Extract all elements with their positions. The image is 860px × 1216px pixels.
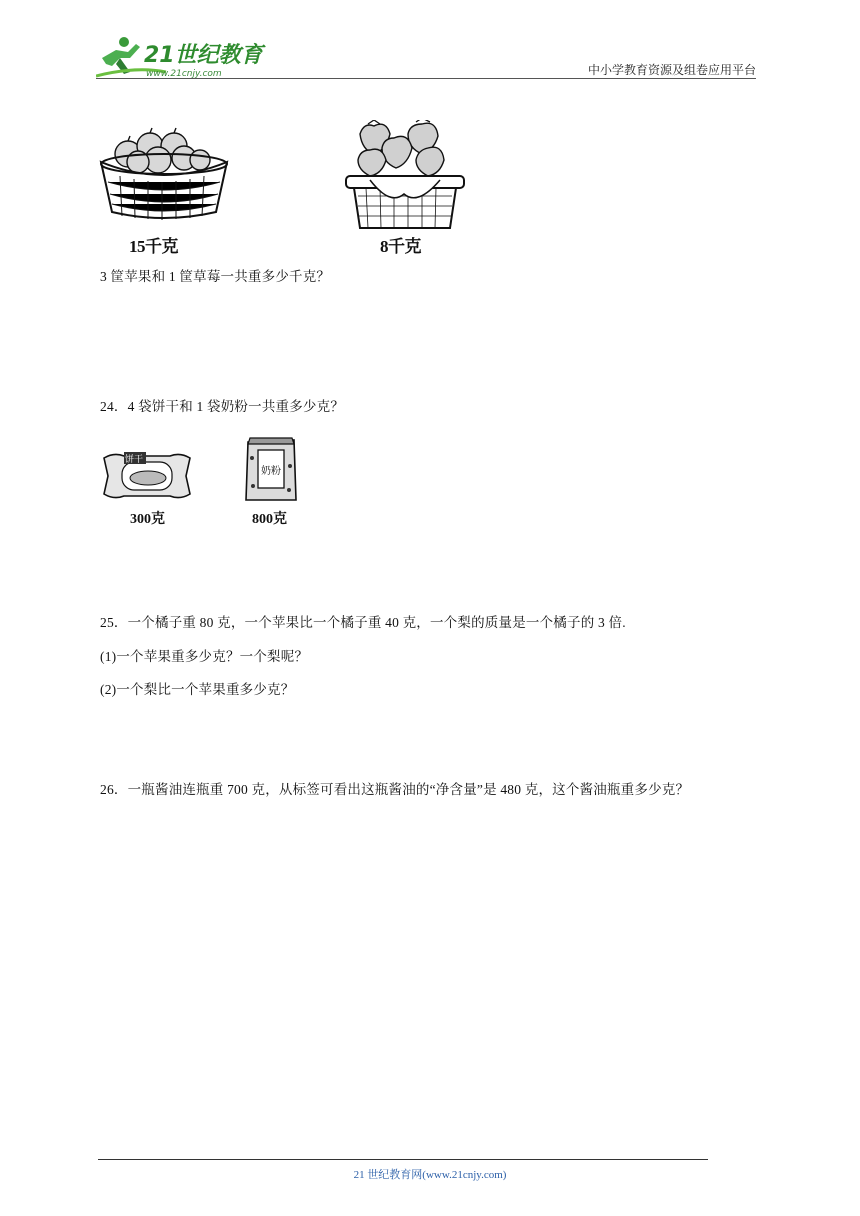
footer-divider <box>98 1159 708 1160</box>
strawberry-weight-label: 8千克 <box>380 237 421 256</box>
q25-stem: 25．一个橘子重 80 克，一个苹果比一个橘子重 40 克，一个梨的质量是一个橘子的 3 倍. <box>100 615 626 630</box>
apple-weight-label: 15千克 <box>129 237 178 256</box>
q25-part2: (2)一个梨比一个苹果重多少克？ <box>100 682 295 697</box>
q26-question: 26．一瓶酱油连瓶重 700 克，从标签可看出这瓶酱油的“净含量”是 480 克，这个酱油瓶重多少克？ <box>100 782 690 797</box>
site-logo <box>96 36 266 80</box>
header-divider <box>96 78 756 79</box>
cookie-weight-label: 300克 <box>130 512 165 527</box>
header-tagline: 中小学教育资源及组卷应用平台 <box>587 63 756 77</box>
cookie-bag-image <box>100 448 194 504</box>
logo-url: www.21cnjy.com <box>146 69 222 79</box>
milk-weight-label: 800克 <box>252 512 287 527</box>
strawberry-basket-image <box>344 120 466 230</box>
q24-question: 24．4 袋饼干和 1 袋奶粉一共重多少克？ <box>100 399 345 414</box>
q23-question: 3 筐苹果和 1 筐草莓一共重多少千克？ <box>100 269 331 284</box>
apple-basket-image <box>98 124 230 224</box>
cookie-bag-label: 饼干 <box>125 455 144 465</box>
q25-part1: (1)一个苹果重多少克？一个梨呢？ <box>100 649 309 664</box>
logo-wordmark: 21世纪教育 <box>144 43 263 68</box>
milk-powder-bag-image <box>242 436 300 504</box>
footer-text: 21 世纪教育网(www.21cnjy.com) <box>353 1169 507 1181</box>
milk-bag-label: 奶粉 <box>261 466 281 477</box>
